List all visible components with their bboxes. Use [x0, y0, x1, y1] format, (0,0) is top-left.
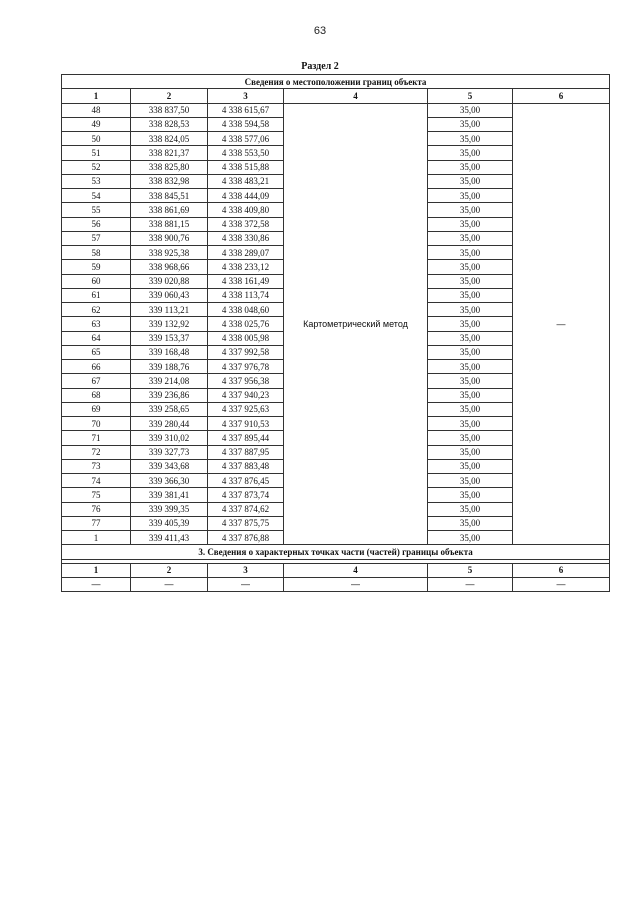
point-number: 74: [62, 474, 131, 488]
coord-y: 4 337 876,88: [208, 531, 284, 545]
point-number: 54: [62, 189, 131, 203]
coord-y: 4 338 289,07: [208, 246, 284, 260]
coord-y: 4 337 976,78: [208, 360, 284, 374]
coord-x: 339 280,44: [131, 417, 208, 431]
coord-y: 4 337 875,75: [208, 516, 284, 530]
point-number: 77: [62, 516, 131, 530]
coord-y: 4 337 874,62: [208, 502, 284, 516]
coord-y: 4 338 330,86: [208, 231, 284, 245]
precision-value: 35,00: [428, 132, 513, 146]
coord-x: 339 366,30: [131, 474, 208, 488]
precision-value: 35,00: [428, 231, 513, 245]
coord-y: 4 338 553,50: [208, 146, 284, 160]
coord-y: 4 338 113,74: [208, 288, 284, 302]
column-number: 4: [284, 563, 428, 577]
precision-value: 35,00: [428, 274, 513, 288]
coord-y: 4 337 876,45: [208, 474, 284, 488]
precision-value: 35,00: [428, 459, 513, 473]
column-number: 3: [208, 89, 284, 103]
coord-x: 338 968,66: [131, 260, 208, 274]
column-number: 3: [208, 563, 284, 577]
coord-x: 338 821,37: [131, 146, 208, 160]
coord-x: 339 258,65: [131, 402, 208, 416]
precision-value: 35,00: [428, 331, 513, 345]
column-number: 2: [131, 563, 208, 577]
point-number: 60: [62, 274, 131, 288]
col6-cell: —: [513, 103, 610, 545]
table-title: Сведения о местоположении границ объекта: [62, 75, 610, 89]
column-numbers-row: [62, 89, 610, 103]
section3-title-row: [62, 545, 610, 559]
coord-x: 338 861,69: [131, 203, 208, 217]
precision-value: 35,00: [428, 531, 513, 545]
coord-x: 339 060,43: [131, 288, 208, 302]
point-number: 65: [62, 345, 131, 359]
point-number: 61: [62, 288, 131, 302]
coord-x: 339 310,02: [131, 431, 208, 445]
point-number: 58: [62, 246, 131, 260]
table-row: [62, 103, 610, 117]
precision-value: 35,00: [428, 146, 513, 160]
precision-value: 35,00: [428, 174, 513, 188]
coord-y: 4 338 577,06: [208, 132, 284, 146]
coord-y: 4 338 594,58: [208, 117, 284, 131]
coord-x: 338 845,51: [131, 189, 208, 203]
coord-y: 4 337 887,95: [208, 445, 284, 459]
precision-value: 35,00: [428, 103, 513, 117]
point-number: 57: [62, 231, 131, 245]
point-number: 59: [62, 260, 131, 274]
precision-value: 35,00: [428, 246, 513, 260]
coord-x: 338 825,80: [131, 160, 208, 174]
point-number: 73: [62, 459, 131, 473]
coord-x: 339 214,08: [131, 374, 208, 388]
point-number: 71: [62, 431, 131, 445]
point-number: 53: [62, 174, 131, 188]
point-number: 1: [62, 531, 131, 545]
coord-x: 339 405,39: [131, 516, 208, 530]
coord-x: 339 327,73: [131, 445, 208, 459]
coord-x: 338 832,98: [131, 174, 208, 188]
precision-value: 35,00: [428, 345, 513, 359]
coord-y: 4 338 161,49: [208, 274, 284, 288]
method-cell: Картометрический метод: [284, 103, 428, 545]
coord-y: 4 337 910,53: [208, 417, 284, 431]
column-number: 1: [62, 89, 131, 103]
point-number: 56: [62, 217, 131, 231]
empty-value: —: [62, 577, 131, 591]
point-number: 62: [62, 303, 131, 317]
coord-x: 338 925,38: [131, 246, 208, 260]
coord-x: 339 132,92: [131, 317, 208, 331]
coord-y: 4 338 005,98: [208, 331, 284, 345]
coord-x: 338 837,50: [131, 103, 208, 117]
point-number: 76: [62, 502, 131, 516]
column-number: 5: [428, 89, 513, 103]
precision-value: 35,00: [428, 117, 513, 131]
precision-value: 35,00: [428, 203, 513, 217]
column-number: 6: [513, 89, 610, 103]
coord-x: 339 399,35: [131, 502, 208, 516]
coord-x: 338 900,76: [131, 231, 208, 245]
coord-y: 4 337 873,74: [208, 488, 284, 502]
coord-y: 4 337 883,48: [208, 459, 284, 473]
precision-value: 35,00: [428, 388, 513, 402]
coord-y: 4 338 233,12: [208, 260, 284, 274]
page-number: 63: [313, 25, 327, 37]
precision-value: 35,00: [428, 317, 513, 331]
coord-x: 339 113,21: [131, 303, 208, 317]
coord-y: 4 338 444,09: [208, 189, 284, 203]
column-number: 5: [428, 563, 513, 577]
table-title-row: [62, 75, 610, 89]
coord-x: 338 824,05: [131, 132, 208, 146]
point-number: 69: [62, 402, 131, 416]
section3-title: 3. Сведения о характерных точках части (частей) границы объекта: [62, 545, 610, 559]
empty-value: —: [284, 577, 428, 591]
precision-value: 35,00: [428, 445, 513, 459]
point-number: 52: [62, 160, 131, 174]
precision-value: 35,00: [428, 303, 513, 317]
section3-row: [62, 577, 610, 591]
coord-y: 4 337 925,63: [208, 402, 284, 416]
precision-value: 35,00: [428, 260, 513, 274]
coord-x: 339 411,43: [131, 531, 208, 545]
point-number: 67: [62, 374, 131, 388]
coord-x: 339 236,86: [131, 388, 208, 402]
coord-x: 339 153,37: [131, 331, 208, 345]
coord-y: 4 338 615,67: [208, 103, 284, 117]
point-number: 63: [62, 317, 131, 331]
point-number: 75: [62, 488, 131, 502]
point-number: 49: [62, 117, 131, 131]
precision-value: 35,00: [428, 502, 513, 516]
point-number: 70: [62, 417, 131, 431]
point-number: 51: [62, 146, 131, 160]
coord-y: 4 338 372,58: [208, 217, 284, 231]
point-number: 55: [62, 203, 131, 217]
coord-x: 339 188,76: [131, 360, 208, 374]
coord-y: 4 338 048,60: [208, 303, 284, 317]
precision-value: 35,00: [428, 189, 513, 203]
point-number: 68: [62, 388, 131, 402]
point-number: 48: [62, 103, 131, 117]
coord-x: 339 381,41: [131, 488, 208, 502]
coord-y: 4 338 483,21: [208, 174, 284, 188]
coord-x: 338 828,53: [131, 117, 208, 131]
coord-x: 339 020,88: [131, 274, 208, 288]
precision-value: 35,00: [428, 160, 513, 174]
column-number: 2: [131, 89, 208, 103]
coord-y: 4 338 515,88: [208, 160, 284, 174]
coordinates-table: [61, 74, 610, 592]
precision-value: 35,00: [428, 217, 513, 231]
coord-x: 339 343,68: [131, 459, 208, 473]
empty-value: —: [208, 577, 284, 591]
precision-value: 35,00: [428, 417, 513, 431]
empty-value: —: [131, 577, 208, 591]
coord-y: 4 337 895,44: [208, 431, 284, 445]
coord-y: 4 338 025,76: [208, 317, 284, 331]
coord-y: 4 337 940,23: [208, 388, 284, 402]
point-number: 66: [62, 360, 131, 374]
coord-y: 4 338 409,80: [208, 203, 284, 217]
precision-value: 35,00: [428, 516, 513, 530]
empty-value: —: [428, 577, 513, 591]
empty-value: —: [513, 577, 610, 591]
precision-value: 35,00: [428, 431, 513, 445]
precision-value: 35,00: [428, 474, 513, 488]
coord-x: 338 881,15: [131, 217, 208, 231]
column-number: 1: [62, 563, 131, 577]
coord-y: 4 337 992,58: [208, 345, 284, 359]
coord-y: 4 337 956,38: [208, 374, 284, 388]
section-title: Раздел 2: [301, 61, 339, 72]
precision-value: 35,00: [428, 360, 513, 374]
precision-value: 35,00: [428, 374, 513, 388]
precision-value: 35,00: [428, 488, 513, 502]
section3-column-numbers-row: [62, 563, 610, 577]
precision-value: 35,00: [428, 288, 513, 302]
column-number: 4: [284, 89, 428, 103]
point-number: 50: [62, 132, 131, 146]
precision-value: 35,00: [428, 402, 513, 416]
point-number: 64: [62, 331, 131, 345]
coord-x: 339 168,48: [131, 345, 208, 359]
point-number: 72: [62, 445, 131, 459]
column-number: 6: [513, 563, 610, 577]
